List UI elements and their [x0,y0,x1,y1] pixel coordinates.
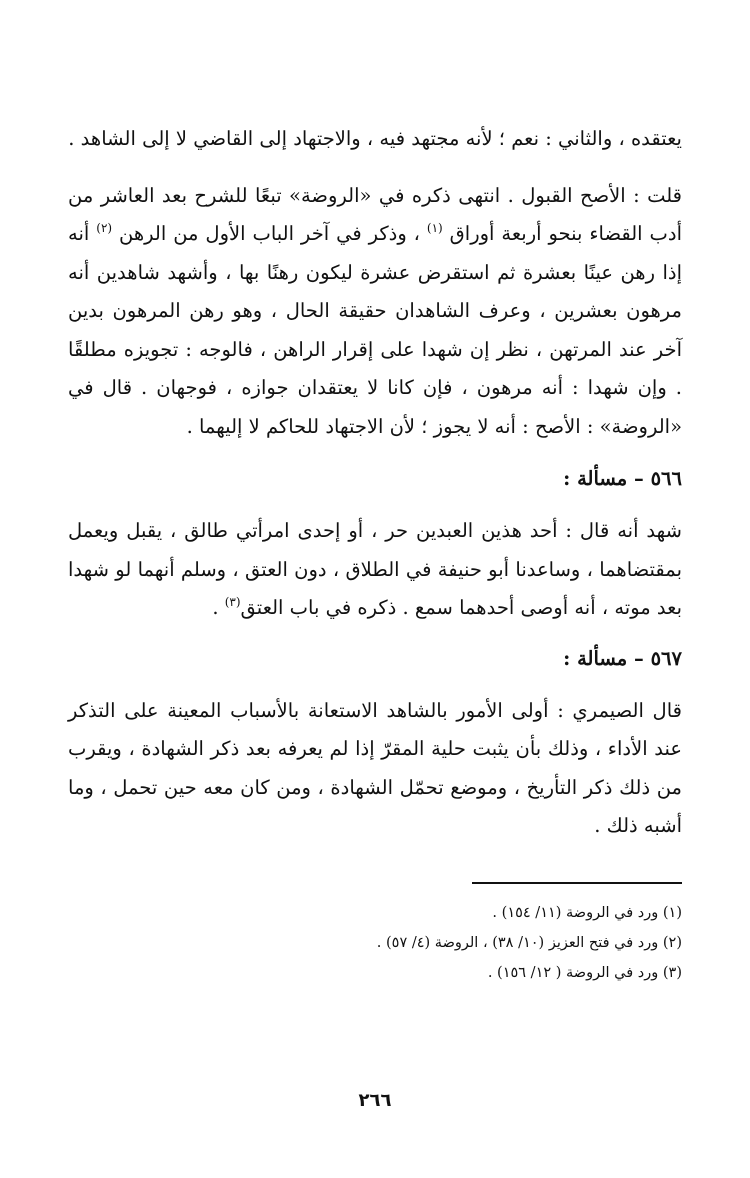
footnote-2: (٢) ورد في فتح العزيز (١٠/ ٣٨) ، الروضة (٤/ ٥٧) . [376,934,682,951]
paragraph-1: يعتقده ، والثاني : نعم ؛ لأنه مجتهد فيه ، والاجتهاد إلى القاضي لا إلى الشاهد . [68,127,682,150]
footnote-3: (٣) ورد في الروضة ( ١٢/ ١٥٦) . [487,964,682,981]
paragraph-3-text-a: شهد أنه قال : أحد هذين العبدين حر ، أو إحدى امرأتي طالق ، يقبل ويعمل بمقتضاهما ، وساعدنا أبو حنيفة في الطلاق ، دون العتق ، وسلم أنهما لو شهدا بعد موته ، أنه أوصى أحدهما سمع . ذكره في باب العتق [68,519,682,619]
footnote-separator [472,882,682,884]
footnote-ref-3: (٣) [224,595,241,609]
paragraph-2 [68,177,682,447]
issue-heading-566: ٥٦٦ – مسألة : [563,467,682,490]
paragraph-2-text-b: ، وذكر في آخر الباب الأول من الرهن [119,222,420,245]
paragraph-3 [68,512,682,628]
footnote-1: (١) ورد في الروضة (١١/ ١٥٤) . [492,904,682,921]
paragraph-3-text-b: . [212,596,219,619]
footnote-ref-1: (١) [426,221,443,235]
page-number: ٢٦٦ [358,1090,392,1111]
footnote-ref-2: (٢) [96,221,113,235]
issue-heading-567: ٥٦٧ – مسألة : [563,646,682,670]
paragraph-2-text-c: أنه إذا رهن عينًا بعشرة ثم استقرض عشرة ليكون رهنًا بها ، وأشهد شاهدين أنه مرهون بعشرين ، وعرف الشاهدان حقيقة الحال ، وهو رهن المرهون بدين آخر عند المرتهن ، نظر إن شهدا على إقرار الراهن ، فالوجه : تجويزه مطلقًا . وإن شهدا : أنه مرهون ، فإن كانا لا يعتقدان جوازه ، فوجهان . قال في «الروضة» : الأصح : أنه لا يجوز ؛ لأن الاجتهاد للحاكم لا إليهما . [68,222,682,438]
paragraph-4: قال الصيمري : أولى الأمور بالشاهد الاستعانة بالأسباب المعينة على التذكر عند الأداء ، وذلك بأن يثبت حلية المقرّ إذا لم يعرفه بعد ذكر الشهادة ، ويقرب من ذلك ذكر التأريخ ، وموضع تحمّل الشهادة ، ومن كان معه حين تحمل ، وما أشبه ذلك . [68,698,682,837]
paragraph-2-text-a: قلت : الأصح القبول . انتهى ذكره في «الروضة» تبعًا للشرح بعد العاشر من أدب القضاء بنحو أربعة أوراق [68,183,682,245]
document-page [68,120,682,1178]
